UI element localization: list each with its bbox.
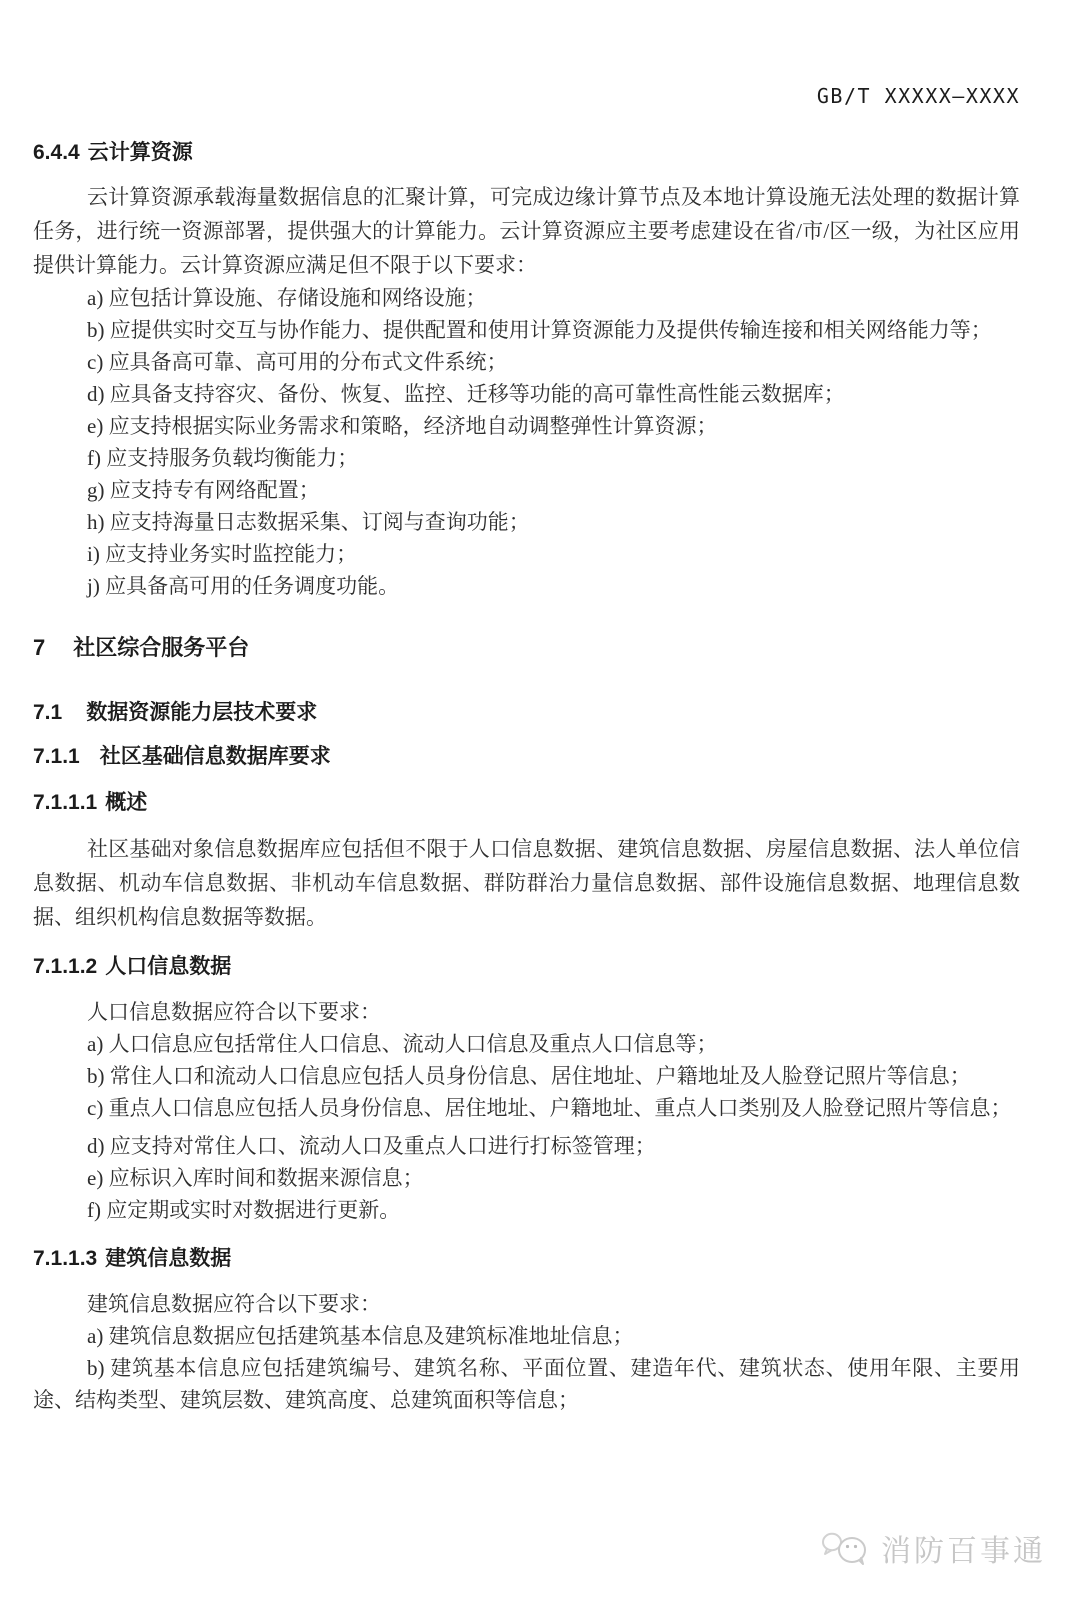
list-item: a) 应包括计算设施、存储设施和网络设施； — [87, 286, 487, 310]
heading-number: 6.4.4 — [33, 141, 80, 164]
list-item: d) 应支持对常住人口、流动人口及重点人口进行打标签管理； — [87, 1134, 656, 1158]
list-item: e) 应支持根据实际业务需求和策略，经济地自动调整弹性计算资源； — [87, 414, 718, 438]
section-heading-7-1-1-2 — [33, 954, 1020, 980]
list-item: c) 重点人口信息应包括人员身份信息、居住地址、户籍地址、重点人口类别及人脸登记照片等信息； — [87, 1096, 1012, 1120]
section-heading-7-1-1-1 — [33, 790, 1020, 816]
paragraph: 云计算资源承载海量数据信息的汇聚计算，可完成边缘计算节点及本地计算设施无法处理的数据计算任务，进行统一资源部署，提供强大的计算能力。云计算资源应主要考虑建设在省/市/区一级，为社区应用提供计算能力。云计算资源应满足但不限于以下要求： — [33, 185, 1020, 277]
heading-number: 7 — [33, 635, 46, 660]
list-item: b) 建筑基本信息应包括建筑编号、建筑名称、平面位置、建造年代、建筑状态、使用年限、主要用途、结构类型、建筑层数、建筑高度、总建筑面积等信息； — [33, 1356, 1020, 1412]
heading-title: 概述 — [105, 791, 148, 814]
heading-title: 社区基础信息数据库要求 — [99, 745, 331, 768]
heading-number: 7.1 — [33, 701, 63, 724]
standard-number-header: GB/T XXXXX—XXXX — [816, 84, 1020, 108]
heading-title: 人口信息数据 — [105, 955, 232, 978]
list-item: j) 应具备高可用的任务调度功能。 — [87, 574, 400, 598]
section-heading-6-4-4 — [33, 140, 1020, 166]
heading-number: 7.1.1.1 — [33, 791, 98, 814]
paragraph: 社区基础对象信息数据库应包括但不限于人口信息数据、建筑信息数据、房屋信息数据、法人单位信息数据、机动车信息数据、非机动车信息数据、群防群治力量信息数据、部件设施信息数据、地理信息数据、组织机构信息数据等数据。 — [33, 837, 1020, 929]
heading-number: 7.1.1.2 — [33, 955, 98, 978]
section-heading-7-1 — [33, 700, 1020, 726]
list-item: f) 应定期或实时对数据进行更新。 — [87, 1198, 401, 1222]
paragraph: 建筑信息数据应符合以下要求： — [87, 1292, 381, 1316]
watermark — [821, 1526, 1046, 1570]
heading-title: 建筑信息数据 — [105, 1247, 232, 1270]
heading-title: 社区综合服务平台 — [73, 635, 250, 660]
list-item: d) 应具备支持容灾、备份、恢复、监控、迁移等功能的高可靠性高性能云数据库； — [87, 382, 845, 406]
list-item: g) 应支持专有网络配置； — [87, 478, 320, 502]
heading-number: 7.1.1 — [33, 745, 80, 768]
list-item: a) 建筑信息数据应包括建筑基本信息及建筑标准地址信息； — [87, 1324, 634, 1348]
section-heading-7-1-1-3 — [33, 1246, 1020, 1272]
list-item: i) 应支持业务实时监控能力； — [87, 542, 358, 566]
heading-title: 数据资源能力层技术要求 — [86, 701, 318, 724]
section-heading-7 — [33, 634, 1020, 662]
heading-title: 云计算资源 — [87, 141, 193, 164]
list-item: c) 应具备高可靠、高可用的分布式文件系统； — [87, 350, 508, 374]
watermark-text: 消防百事通 — [881, 1535, 1046, 1568]
heading-number: 7.1.1.3 — [33, 1247, 98, 1270]
list-item: f) 应支持服务负载均衡能力； — [87, 446, 359, 470]
list-item: h) 应支持海量日志数据采集、订阅与查询功能； — [87, 510, 530, 534]
section-heading-7-1-1 — [33, 744, 1020, 770]
list-item: a) 人口信息应包括常住人口信息、流动人口信息及重点人口信息等； — [87, 1032, 718, 1056]
paragraph: 人口信息数据应符合以下要求： — [87, 1000, 381, 1024]
chat-bubble-faces-icon — [821, 1529, 873, 1567]
list-item: b) 常住人口和流动人口信息应包括人员身份信息、居住地址、户籍地址及人脸登记照片等信息； — [87, 1064, 971, 1088]
list-item: e) 应标识入库时间和数据来源信息； — [87, 1166, 424, 1190]
list-item: b) 应提供实时交互与协作能力、提供配置和使用计算资源能力及提供传输连接和相关网络能力等； — [87, 318, 992, 342]
